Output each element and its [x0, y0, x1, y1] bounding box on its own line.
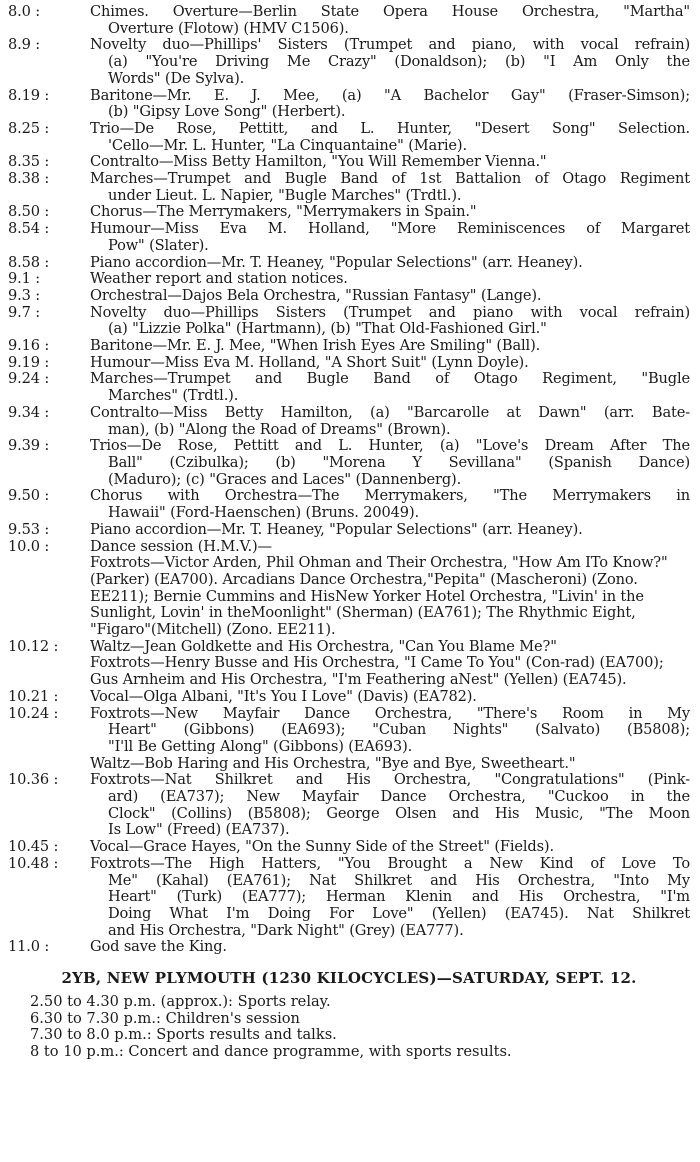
- entry-line: God save the King.: [90, 938, 227, 956]
- programme-entry: [8, 37, 690, 87]
- entry-line: Trio—De Rose, Pettitt, and L. Hunter, "Desert Song" Selection.: [90, 119, 690, 137]
- programme-entry: [8, 255, 690, 272]
- block-line: Foxtrots—Victor Arden, Phil Ohman and Their Orchestra, "How Am I: [90, 554, 591, 572]
- entry-time: 8.35 :: [8, 153, 50, 171]
- entry-text: [90, 405, 690, 438]
- entry-line: 'Cello—Mr. L. Hunter, "La Cinquantaine" (Marie).: [108, 136, 467, 154]
- block-line: Foxtrots—Henry Busse and His Orchestra, "I Came To You" (Con-: [90, 654, 565, 672]
- programme-entry: [8, 706, 690, 756]
- entry-line: Chimes. Overture—Berlin State Opera House Orchestra, "Martha": [90, 3, 690, 20]
- entry-line: Novelty duo—Phillips Sisters (Trumpet and piano with vocal refrain): [90, 303, 690, 321]
- entry-time: 10.45 :: [8, 838, 59, 856]
- entry-line: Marches—Trumpet and Bugle Band of 1st Battalion of Otago Regiment: [90, 170, 690, 188]
- entry-line: Piano accordion—Mr. T. Heaney, "Popular Selections" (arr. Heaney).: [90, 253, 583, 271]
- entry-text: [90, 255, 690, 272]
- programme-entry: [8, 639, 690, 656]
- block-line: Moonlight" (Sherman) (EA761); The Rhythmic Eight, "Figaro": [90, 604, 636, 639]
- entry-line: Humour—Miss Eva M. Holland, "A Short Suit" (Lynn Doyle).: [90, 353, 529, 371]
- entry-time: 8.0 :: [8, 3, 41, 20]
- entry-text: [90, 121, 690, 154]
- entry-time: 9.1 :: [8, 270, 41, 288]
- entry-line: Is Low" (Freed) (EA737).: [108, 821, 290, 839]
- entry-line: Marches—Trumpet and Bugle Band of Otago Regiment, "Bugle: [90, 370, 690, 388]
- entry-line: (Maduro); (c) "Graces and Laces" (Dannenberg).: [108, 470, 462, 488]
- entry-line: Piano accordion—Mr. T. Heaney, "Popular Selections" (arr. Heaney).: [90, 520, 583, 538]
- entry-line: Foxtrots—The High Hatters, "You Brought a New Kind of Love To: [90, 854, 690, 872]
- entry-text: [90, 839, 690, 856]
- entry-line: Chorus with Orchestra—The Merrymakers, "The Merrymakers in: [90, 487, 690, 505]
- entry-line: Heart" (Gibbons) (EA693); "Cuban Nights" (Salvato) (B5808);: [108, 721, 690, 739]
- programme-entry: [8, 288, 690, 305]
- station-heading: 2YB, NEW PLYMOUTH (1230 KILOCYCLES)—SATURDAY, SEPT. 12.: [61, 969, 637, 988]
- entry-text: [90, 772, 690, 839]
- dance-session-foxtrots: [8, 555, 690, 639]
- entry-time: 10.24 :: [8, 704, 59, 722]
- entry-text: [90, 221, 690, 254]
- programme-entry: [8, 171, 690, 204]
- entry-text: [90, 488, 690, 521]
- programme-entry: [8, 204, 690, 221]
- programme-entry: [8, 221, 690, 254]
- foxtrots-1012: [8, 655, 690, 688]
- entry-text: [90, 288, 690, 305]
- entry-text: [90, 305, 690, 338]
- entry-line: (b) "Gipsy Love Song" (Herbert).: [108, 103, 346, 121]
- entry-text: [90, 37, 690, 87]
- entry-time: 8.58 :: [8, 253, 50, 271]
- programme-entry: [8, 154, 690, 171]
- entry-text: [90, 689, 690, 706]
- waltz-1024: Waltz—Bob Haring and His Orchestra, "Bye and Bye, Sweetheart.": [90, 754, 576, 772]
- entry-line: (a) "You're Driving Me Crazy" (Donaldson); (b) "I Am Only the: [108, 53, 690, 71]
- entry-time: 10.21 :: [8, 687, 59, 705]
- programme-entry: [8, 121, 690, 154]
- entry-line: Contralto—Miss Betty Hamilton, "You Will Remember Vienna.": [90, 153, 547, 171]
- block-line: (Mitchell) (Zono. EE211).: [150, 621, 336, 639]
- programme-entry: [8, 355, 690, 372]
- programme-entry: [8, 539, 690, 556]
- entry-line: Orchestral—Dajos Bela Orchestra, "Russian Fantasy" (Lange).: [90, 286, 542, 304]
- entry-line: Hawaii" (Ford-Haenschen) (Bruns. 20049).: [108, 504, 419, 522]
- entry-line: Novelty duo—Phillips' Sisters (Trumpet and piano, with vocal refrain): [90, 36, 690, 54]
- programme-entry: [8, 522, 690, 539]
- entry-line: Clock" (Collins) (B5808); George Olsen and His Music, "The Moon: [108, 804, 690, 822]
- programme-entry: [8, 405, 690, 438]
- entry-line: Vocal—Olga Albani, "It's You I Love" (Davis) (EA782).: [90, 687, 477, 705]
- programme-entry: [8, 856, 690, 940]
- programme-entry: [8, 338, 690, 355]
- entry-line: Overture (Flotow) (HMV C1506).: [108, 19, 349, 37]
- entry-time: 8.50 :: [8, 203, 50, 221]
- programme-entry: [8, 689, 690, 706]
- programme-entry: [8, 839, 690, 856]
- entry-time: 9.24 :: [8, 370, 50, 388]
- schedule-line: 7.30 to 8.0 p.m.: Sports results and talks.: [30, 1026, 337, 1044]
- programme-entry: [8, 438, 690, 488]
- entry-text: [90, 271, 690, 288]
- entry-time: 9.34 :: [8, 403, 50, 421]
- entry-line: and His Orchestra, "Dark Night" (Grey) (EA777).: [108, 921, 464, 939]
- entry-time: 10.12 :: [8, 637, 59, 655]
- entry-text: [90, 171, 690, 204]
- entry-time: 8.25 :: [8, 119, 50, 137]
- entry-time: 8.38 :: [8, 170, 50, 188]
- entry-line: Contralto—Miss Betty Hamilton, (a) "Barcarolle at Dawn" (arr. Bate-: [90, 403, 690, 421]
- entry-line: Pow" (Slater).: [108, 236, 209, 254]
- entry-time: 8.9 :: [8, 36, 41, 54]
- entry-text: [90, 639, 690, 656]
- entry-time: 10.0 :: [8, 537, 50, 555]
- entry-line: Words" (De Sylva).: [108, 69, 245, 87]
- programme-entry: [8, 4, 690, 37]
- entry-line: Baritone—Mr. E. J. Mee, (a) "A Bachelor Gay" (Fraser-Simson);: [90, 86, 690, 104]
- entry-time: 9.7 :: [8, 303, 41, 321]
- programme-entry: [8, 88, 690, 121]
- entry-line: man), (b) "Along the Road of Dreams" (Brown).: [108, 420, 451, 438]
- entry-line: Heart" (Turk) (EA777); Herman Klenin and His Orchestra, "I'm: [108, 888, 690, 906]
- entry-line: Marches" (Trdtl.).: [108, 387, 239, 405]
- entry-text: [90, 204, 690, 221]
- entry-text: [90, 154, 690, 171]
- entry-line: "I'll Be Getting Along" (Gibbons) (EA693).: [108, 737, 413, 755]
- entry-text: [90, 856, 690, 940]
- entry-line: Weather report and station notices.: [90, 270, 348, 288]
- entry-line: Me" (Kahal) (EA761); Nat Shilkret and His Orchestra, "Into My: [108, 871, 690, 889]
- block-line: To Know?" (Parker) (EA700). Arcadians Dance Orchestra,: [90, 554, 668, 588]
- entry-line: (a) "Lizzie Polka" (Hartmann), (b) "That Old-Fashioned Girl.": [108, 320, 547, 338]
- entry-line: Dance session (H.M.V.)—: [90, 537, 272, 555]
- entry-time: 9.39 :: [8, 437, 50, 455]
- programme-part-1: [8, 4, 690, 555]
- programme-entry: [8, 939, 690, 956]
- entry-line: Foxtrots—Nat Shilkret and His Orchestra, "Congratulations" (Pink-: [90, 771, 690, 789]
- entry-text: [90, 706, 690, 756]
- entry-time: 9.19 :: [8, 353, 50, 371]
- entry-text: [90, 438, 690, 488]
- entry-line: Chorus—The Merrymakers, "Merrymakers in Spain.": [90, 203, 477, 221]
- entry-text: [90, 371, 690, 404]
- entry-line: Trios—De Rose, Pettitt and L. Hunter, (a) "Love's Dream After The: [90, 437, 690, 455]
- programme-part-4: [8, 772, 690, 956]
- programme-part-2: [8, 639, 690, 656]
- entry-line: ard) (EA737); New Mayfair Dance Orchestra, "Cuckoo in the: [108, 788, 690, 806]
- programme-entry: [8, 772, 690, 839]
- entry-time: 8.19 :: [8, 86, 50, 104]
- block-line: New Yorker Hotel Orchestra, "Livin' in the Sunlight, Lovin' in the: [90, 587, 644, 622]
- programme-listing: [8, 4, 690, 956]
- programme-entry: [8, 488, 690, 521]
- entry-time: 9.53 :: [8, 520, 50, 538]
- programme-entry: [8, 371, 690, 404]
- entry-time: 9.3 :: [8, 286, 41, 304]
- entry-text: [90, 939, 690, 956]
- block-line: rad) (EA700); Gus Arnheim and His Orchestra, "I'm Feathering a: [90, 654, 664, 689]
- entry-time: 9.16 :: [8, 337, 50, 355]
- entry-text: [90, 88, 690, 121]
- entry-line: Doing What I'm Doing For Love" (Yellen) (EA745). Nat Shilkret: [108, 904, 690, 922]
- entry-line: Foxtrots—New Mayfair Dance Orchestra, "There's Room in My: [90, 704, 690, 722]
- entry-text: [90, 522, 690, 539]
- entry-line: under Lieut. L. Napier, "Bugle Marches" (Trdtl.).: [108, 186, 462, 204]
- entry-time: 10.48 :: [8, 854, 59, 872]
- entry-line: Vocal—Grace Hayes, "On the Sunny Side of the Street" (Fields).: [90, 838, 554, 856]
- entry-time: 11.0 :: [8, 938, 50, 956]
- entry-line: Waltz—Jean Goldkette and His Orchestra, "Can You Blame Me?": [90, 637, 557, 655]
- entry-line: Humour—Miss Eva M. Holland, "More Reminiscences of Margaret: [90, 220, 690, 238]
- block-line: "Pepita" (Mascheroni) (Zono. EE211); Bernie Cummins and His: [90, 570, 638, 605]
- programme-entry: [8, 305, 690, 338]
- entry-line: Baritone—Mr. E. J. Mee, "When Irish Eyes Are Smiling" (Ball).: [90, 337, 541, 355]
- entry-line: Ball" (Czibulka); (b) "Morena Y Sevillana" (Spanish Dance): [108, 453, 690, 471]
- station-schedule: [8, 994, 690, 1061]
- entry-text: [90, 338, 690, 355]
- programme-entry: [8, 271, 690, 288]
- entry-text: [90, 539, 690, 556]
- entry-text: [90, 355, 690, 372]
- schedule-line: 8 to 10 p.m.: Concert and dance programme, with sports results.: [30, 1043, 512, 1061]
- schedule-line: 2.50 to 4.30 p.m. (approx.): Sports relay.: [30, 993, 331, 1011]
- entry-time: 8.54 :: [8, 220, 50, 238]
- entry-time: 9.50 :: [8, 487, 50, 505]
- block-line: Nest" (Yellen) (EA745).: [458, 671, 627, 689]
- entry-text: [90, 4, 690, 37]
- programme-part-3: [8, 689, 690, 756]
- entry-time: 10.36 :: [8, 771, 59, 789]
- schedule-line: 6.30 to 7.30 p.m.: Children's session: [30, 1009, 300, 1027]
